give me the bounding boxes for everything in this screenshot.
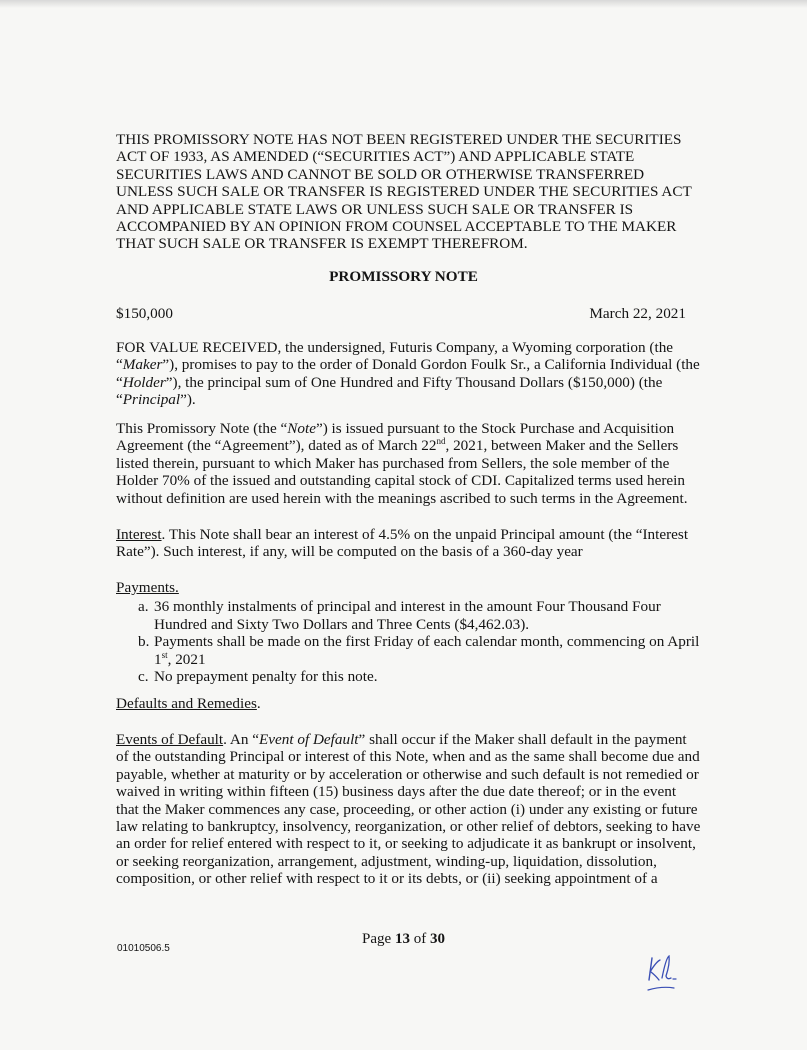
list-item: b. Payments shall be made on the first Friday of each calendar month, commencing on April 1st, 2021 [138, 633, 700, 668]
list-item: c. No prepayment penalty for this note. [138, 668, 378, 686]
interest-heading: Interest [116, 526, 162, 543]
term-note: Note [287, 420, 316, 437]
page-number: Page 13 of 30 [362, 931, 445, 947]
term-holder: Holder [122, 373, 166, 391]
document-title: PROMISSORY NOTE [329, 268, 478, 285]
securities-legend: THIS PROMISSORY NOTE HAS NOT BEEN REGISTERED UNDER THE SECURITIES ACT OF 1933, AS AMENDED (“SECURITIES ACT”) AND APPLICABLE STATE SECURITIES LAWS AND CANNOT BE SOLD OR OTHERWISE TRANSFERRED UNLESS SUCH SALE OR TRANSFER IS REGISTERED UNDER THE SECURITIES ACT AND APPLICABLE STATE LAWS OR UNLESS SUCH SALE OR TRANSFER IS ACCOMPANIED BY AN OPINION FROM COUNSEL ACCEPTABLE TO THE MAKER THAT SUCH SALE OR TRANSFER IS EXEMPT THEREFROM. [116, 131, 692, 253]
list-item: a. 36 monthly instalments of principal and interest in the amount Four Thousand Four Hundred and Sixty Two Dollars and Three Cents ($4,462.03). [138, 598, 661, 633]
term-principal: Principal [122, 391, 181, 409]
payments-heading: Payments. [116, 579, 179, 596]
defaults-heading: Defaults and Remedies. [116, 695, 261, 712]
note-amount: $150,000 [116, 305, 173, 322]
amount-date-row [116, 305, 686, 322]
payments-list [116, 598, 701, 685]
handwritten-initials [640, 950, 690, 996]
value-received-paragraph: FOR VALUE RECEIVED, the undersigned, Futuris Company, a Wyoming corporation (the “Maker”), promises to pay to the order of Donald Gordon Foulk Sr., a California Individual (the “Holder”), the principal sum of One Hundred and Fifty Thousand Dollars ($150,000) (the “Principal”). [116, 339, 700, 409]
events-heading: Events of Default [116, 731, 224, 748]
note-paragraph: This Promissory Note (the “Note”) is issued pursuant to the Stock Purchase and Acquisition Agreement (the “Agreement”), dated as of March 22nd, 2021, between Maker and the Sellers listed therein, pursuant to which Maker has purchased from Sellers, the sole member of the Holder 70% of the issued and outstanding capital stock of CDI. Capitalized terms used herein without definition are used herein with the meanings ascribed to such terms in the Agreement. [116, 420, 688, 507]
events-of-default-paragraph: Events of Default. An “Event of Default” shall occur if the Maker shall default in the payment of the outstanding Principal or interest of this Note, when and as the same shall become due and payable, whether at maturity or by acceleration or otherwise and such default is not remedied or waived in writing within fifteen (15) business days after the due date thereof; or in the event that the Maker commences any case, proceeding, or other action (i) under any existing or future law relating to bankruptcy, insolvency, reorganization, or other relief of debtors, seeking to have an order for relief entered with respect to it, or seeking to adjudicate it as bankrupt or insolvent, or seeking reorganization, arrangement, adjustment, winding-up, liquidation, dissolution, composition, or other relief with respect to it or its debts, or (ii) seeking appointment of a [116, 731, 701, 888]
payments-section [116, 579, 701, 685]
interest-paragraph: Interest. This Note shall bear an interest of 4.5% on the unpaid Principal amount (the “Interest Rate”). Such interest, if any, will be computed on the basis of a 360-day year [116, 526, 689, 561]
scan-edge [0, 0, 807, 8]
document-id: 01010506.5 [117, 943, 170, 954]
term-maker: Maker [122, 356, 163, 374]
term-event-of-default: Event of Default [258, 731, 359, 748]
note-date: March 22, 2021 [589, 305, 686, 322]
